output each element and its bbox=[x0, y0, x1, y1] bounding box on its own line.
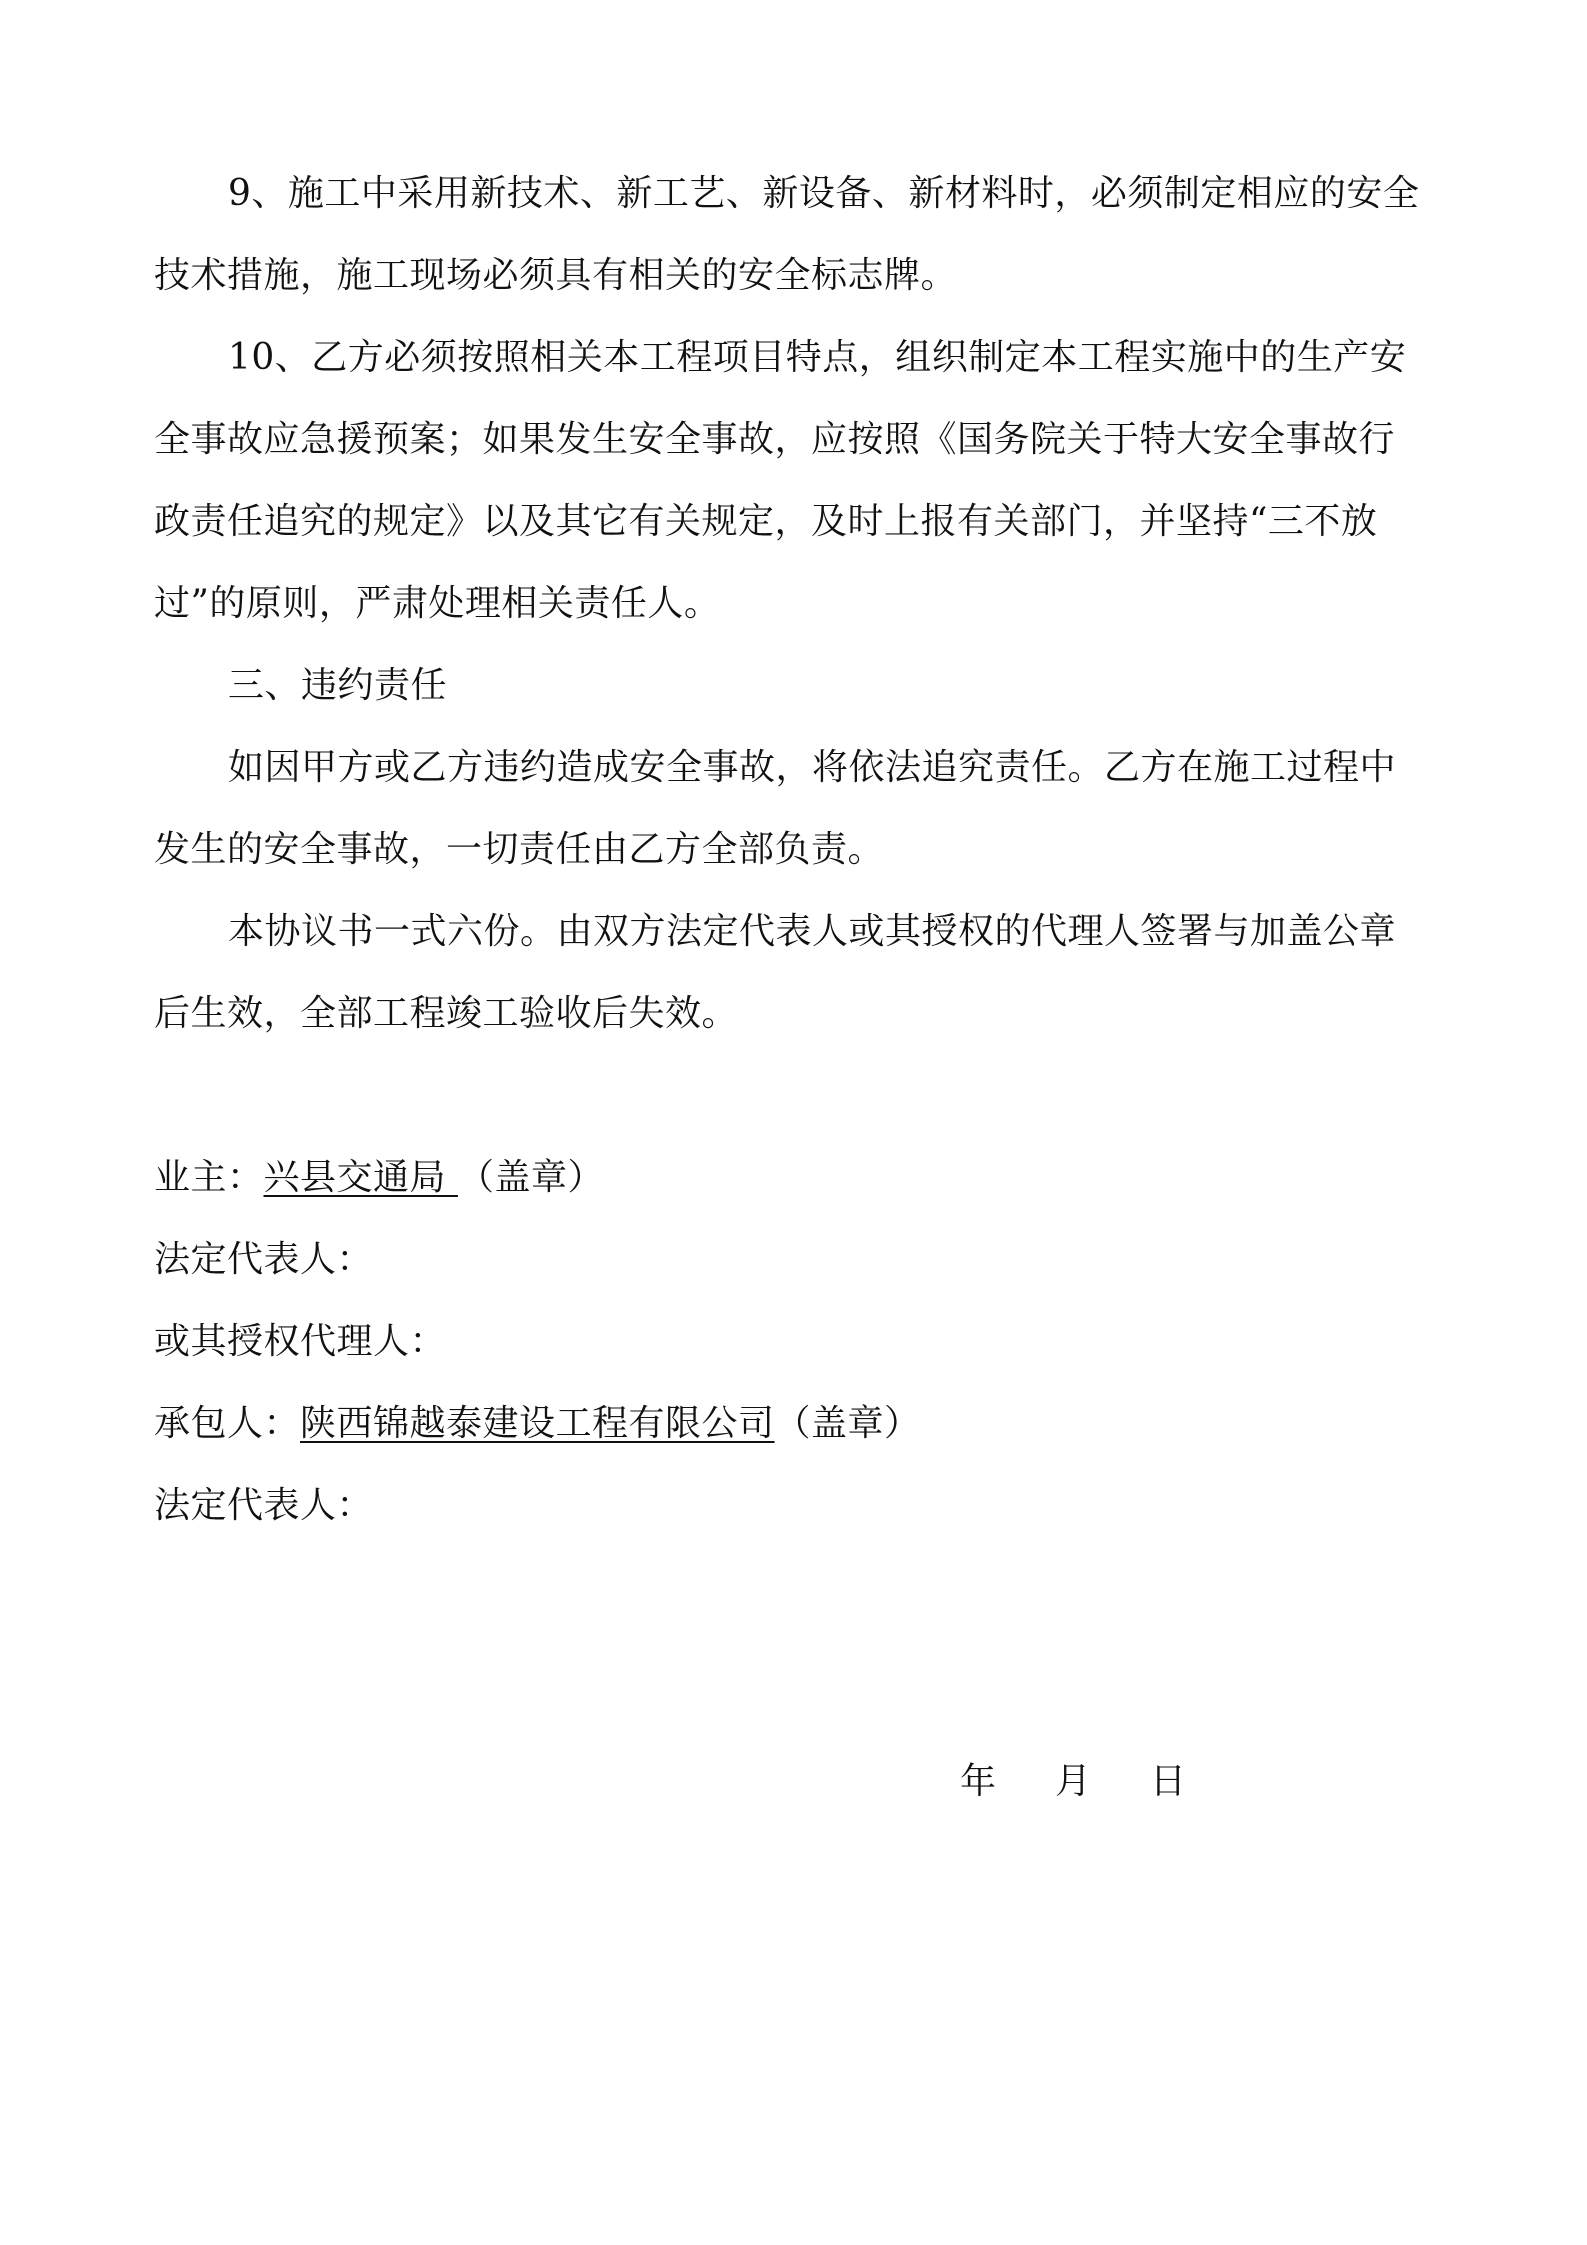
date-month: 月 bbox=[1055, 1761, 1092, 1802]
owner-authorized-agent: 或其授权代理人： bbox=[154, 1321, 447, 1362]
breach-paragraph-line-1: 如因甲方或乙方违约造成安全事故，将依法追究责任。乙方在施工过程中 bbox=[228, 747, 1397, 788]
owner-signature-line bbox=[154, 1156, 604, 1200]
contractor-label: 承包人： bbox=[154, 1403, 301, 1444]
date-year: 年 bbox=[960, 1761, 997, 1802]
section-heading-breach: 三、违约责任 bbox=[228, 665, 448, 706]
contractor-name: 陕西锦越泰建设工程有限公司 bbox=[300, 1403, 775, 1444]
date-day: 日 bbox=[1150, 1761, 1187, 1802]
clause-9-line-2: 技术措施，施工现场必须具有相关的安全标志牌。 bbox=[154, 255, 958, 296]
copies-paragraph-line-1: 本协议书一式六份。由双方法定代表人或其授权的代理人签署与加盖公章 bbox=[228, 911, 1397, 952]
contractor-legal-representative: 法定代表人： bbox=[154, 1485, 374, 1526]
breach-paragraph-line-2: 发生的安全事故，一切责任由乙方全部负责。 bbox=[154, 829, 885, 870]
owner-name: 兴县交通局 bbox=[263, 1157, 458, 1198]
clause-10-line-3: 政责任追究的规定》以及其它有关规定，及时上报有关部门，并坚持“三不放 bbox=[154, 501, 1378, 542]
clause-10-line-1: 10、乙方必须按照相关本工程项目特点，组织制定本工程实施中的生产安 bbox=[228, 337, 1407, 378]
owner-legal-representative: 法定代表人： bbox=[154, 1239, 374, 1280]
clause-10-line-4: 过”的原则，严肃处理相关责任人。 bbox=[154, 583, 721, 624]
owner-label: 业主： bbox=[154, 1157, 264, 1198]
clause-10-line-2: 全事故应急援预案；如果发生安全事故，应按照《国务院关于特大安全事故行 bbox=[154, 419, 1396, 460]
clause-9-line-1: 9、施工中采用新技术、新工艺、新设备、新材料时，必须制定相应的安全 bbox=[228, 173, 1420, 214]
contractor-seal-note: （盖章） bbox=[774, 1403, 921, 1444]
copies-paragraph-line-2: 后生效，全部工程竣工验收后失效。 bbox=[154, 993, 739, 1034]
contractor-signature-line bbox=[154, 1402, 921, 1446]
owner-seal-note: （盖章） bbox=[457, 1157, 604, 1198]
